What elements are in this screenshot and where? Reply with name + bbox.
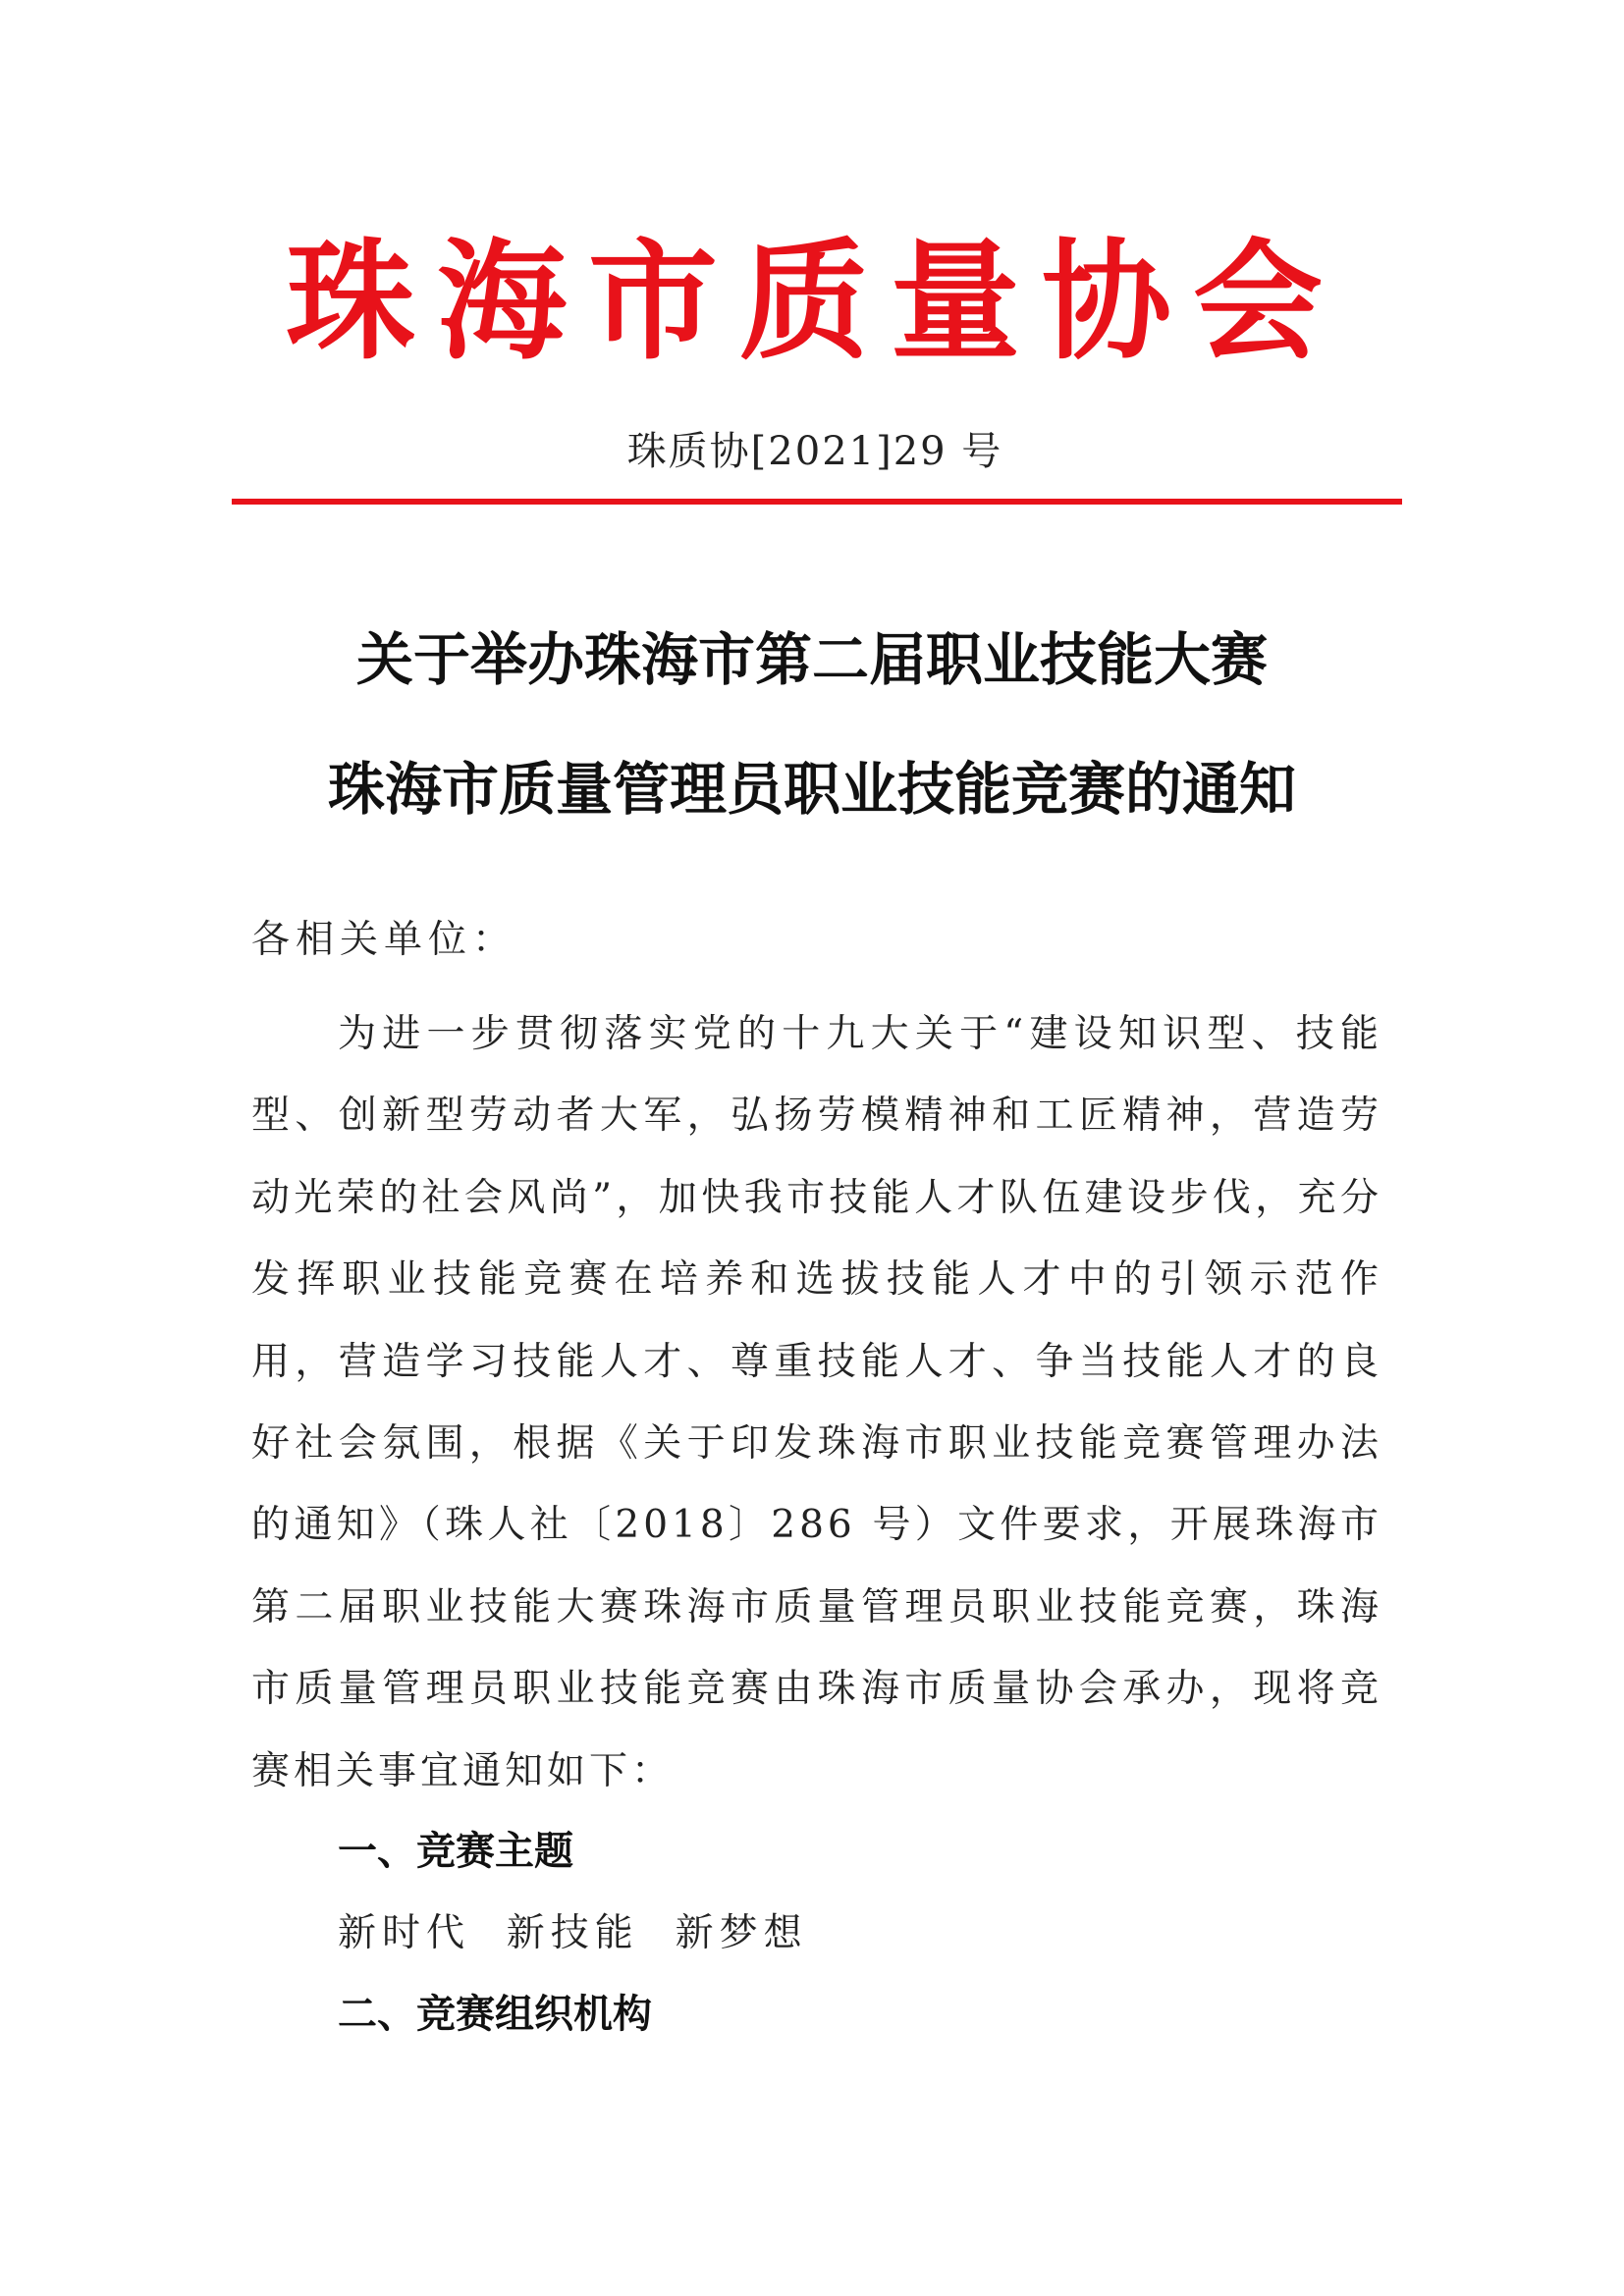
section-content-theme: 新时代 新技能 新梦想 [338, 1911, 808, 1955]
notice-title-line-1: 关于举办珠海市第二届职业技能大赛 [355, 626, 1268, 693]
section-heading-organization: 二、竞赛组织机构 [338, 1992, 652, 2037]
salutation: 各相关单位： [251, 918, 517, 962]
notice-title-line-2: 珠海市质量管理员职业技能竞赛的通知 [327, 756, 1296, 823]
organization-title: 珠海市质量协会 [286, 227, 1344, 378]
red-divider [232, 499, 1402, 505]
body-paragraph: 为进一步贯彻落实党的十九大关于“建设知识型、技能型、创新型劳动者大军，弘扬劳模精神和工匠精神，营造劳动光荣的社会风尚”，加快我市技能人才队伍建设步伐，充分发挥职业技能竞赛在培养和选拔技能人才中的引领示范作用，营造学习技能人才、尊重技能人才、争当技能人才的良好社会氛围，根据《关于印发珠海市职业技能竞赛管理办法的通知》（珠人社〔2018〕286 号）文件要求，开展珠海市第二届职业技能大赛珠海市质量管理员职业技能竞赛，珠海市质量管理员职业技能竞赛由珠海市质量协会承办，现将竞赛相关事宜通知如下： [251, 1012, 1382, 1793]
section-heading-theme: 一、竞赛主题 [338, 1829, 573, 1874]
document-number: 珠质协[2021]29 号 [626, 429, 1003, 474]
